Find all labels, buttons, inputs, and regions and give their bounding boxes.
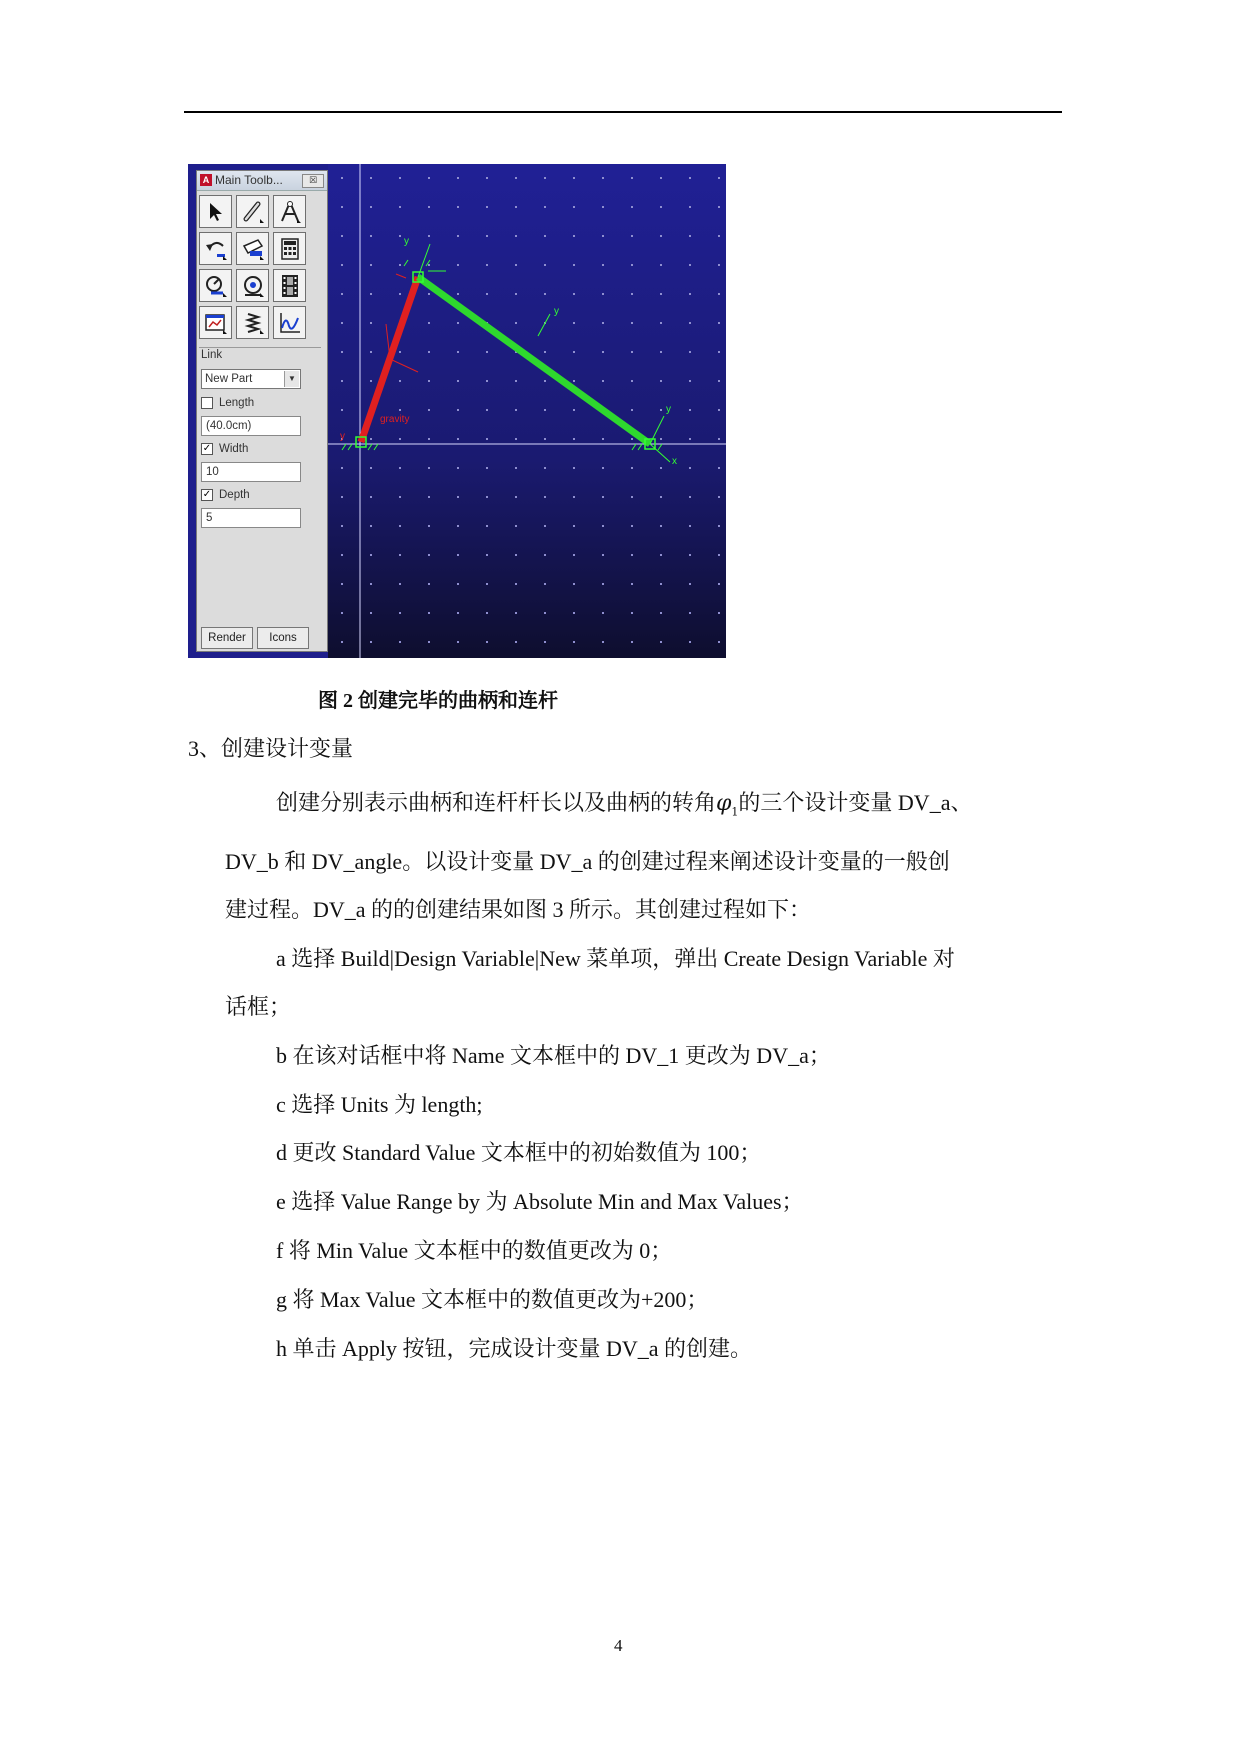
icons-button[interactable]: Icons bbox=[257, 627, 309, 649]
toolbox-divider bbox=[199, 347, 321, 348]
depth-checkbox[interactable]: ✓ bbox=[202, 489, 212, 500]
step-f: f 将 Min Value 文本框中的数值更改为 0； bbox=[276, 1238, 673, 1263]
part-select-value: New Part bbox=[205, 373, 253, 385]
step-d: d 更改 Standard Value 文本框中的初始数值为 100； bbox=[276, 1140, 762, 1165]
joint-icon[interactable] bbox=[273, 195, 306, 228]
figure-2-screenshot bbox=[188, 164, 726, 658]
link-axis-y-label: y bbox=[554, 306, 559, 317]
length-field[interactable]: (40.0cm) bbox=[201, 416, 301, 436]
viewport-canvas bbox=[328, 164, 726, 658]
phi-symbol: $\varphi_1$ bbox=[716, 791, 739, 819]
step-a: a 选择 Build|Design Variable|New 菜单项，弹出 Create Design Variable 对 bbox=[276, 946, 955, 971]
postprocess-plot-icon[interactable] bbox=[273, 306, 306, 339]
width-checkbox-row[interactable] bbox=[201, 443, 248, 455]
page-number: 4 bbox=[614, 1636, 623, 1655]
toolbox-title: Main Toolb... bbox=[215, 173, 283, 187]
step-a-continued: 话框； bbox=[225, 994, 292, 1019]
depth-checkbox-row[interactable] bbox=[201, 489, 250, 501]
width-field[interactable]: 10 bbox=[201, 462, 301, 482]
step-c: c 选择 Units 为 length; bbox=[276, 1092, 483, 1117]
section-heading: 3、创建设计变量 bbox=[188, 736, 354, 761]
spring-icon[interactable] bbox=[236, 306, 269, 339]
plot-window-icon[interactable] bbox=[199, 306, 232, 339]
part-select-dropdown[interactable] bbox=[201, 369, 301, 389]
slider-axis-x-label: x bbox=[672, 456, 677, 467]
measure-icon[interactable] bbox=[199, 269, 232, 302]
step-b: b 在该对话框中将 Name 文本框中的 DV_1 更改为 DV_a； bbox=[276, 1043, 831, 1068]
animation-film-icon[interactable] bbox=[273, 269, 306, 302]
link-part-icon[interactable] bbox=[236, 195, 269, 228]
link-section-label: Link bbox=[201, 349, 223, 361]
calculator-icon[interactable] bbox=[273, 232, 306, 265]
slider-axis-y-label: y bbox=[666, 404, 671, 415]
main-toolbox-panel bbox=[196, 170, 328, 652]
select-arrow-icon[interactable] bbox=[199, 195, 232, 228]
pin-axis-y-label: y bbox=[404, 236, 409, 247]
step-e: e 选择 Value Range by 为 Absolute Min and Max Values； bbox=[276, 1189, 804, 1214]
width-label: Width bbox=[219, 443, 249, 455]
paragraph-line-1-after: 的三个设计变量 DV_a、 bbox=[738, 790, 973, 815]
model-viewport[interactable] bbox=[328, 164, 726, 658]
step-h: h 单击 Apply 按钮，完成设计变量 DV_a 的创建。 bbox=[276, 1336, 753, 1361]
render-button[interactable]: Render bbox=[201, 627, 253, 649]
depth-label: Depth bbox=[219, 489, 250, 501]
marker-edit-icon[interactable] bbox=[236, 232, 269, 265]
crank-axis-y-label: y bbox=[340, 431, 345, 442]
gear-view-icon[interactable] bbox=[236, 269, 269, 302]
paragraph-line-1 bbox=[276, 786, 972, 818]
length-checkbox[interactable] bbox=[201, 397, 213, 409]
paragraph-line-3: 建过程。DV_a 的的创建结果如图 3 所示。其创建过程如下： bbox=[225, 897, 812, 922]
length-label: Length bbox=[219, 397, 255, 409]
gravity-label: gravity bbox=[380, 414, 410, 425]
header-rule bbox=[184, 111, 1062, 113]
toolbox-titlebar[interactable] bbox=[197, 171, 327, 191]
step-g: g 将 Max Value 文本框中的数值更改为+200； bbox=[276, 1287, 709, 1312]
app-logo-icon: A bbox=[200, 174, 212, 186]
depth-field[interactable]: 5 bbox=[201, 508, 301, 528]
figure-caption: 图 2 创建完毕的曲柄和连杆 bbox=[318, 690, 558, 712]
chevron-down-icon[interactable]: ▼ bbox=[284, 371, 299, 387]
paragraph-line-2: DV_b 和 DV_angle。以设计变量 DV_a 的创建过程来阐述设计变量的一般创 bbox=[225, 849, 950, 874]
paragraph-line-1-before: 创建分别表示曲柄和连杆杆长以及曲柄的转角 bbox=[276, 790, 717, 815]
undo-icon[interactable] bbox=[199, 232, 232, 265]
width-checkbox[interactable]: ✓ bbox=[202, 443, 212, 454]
length-checkbox-row[interactable] bbox=[201, 397, 254, 409]
close-icon[interactable]: ☒ bbox=[302, 174, 324, 188]
